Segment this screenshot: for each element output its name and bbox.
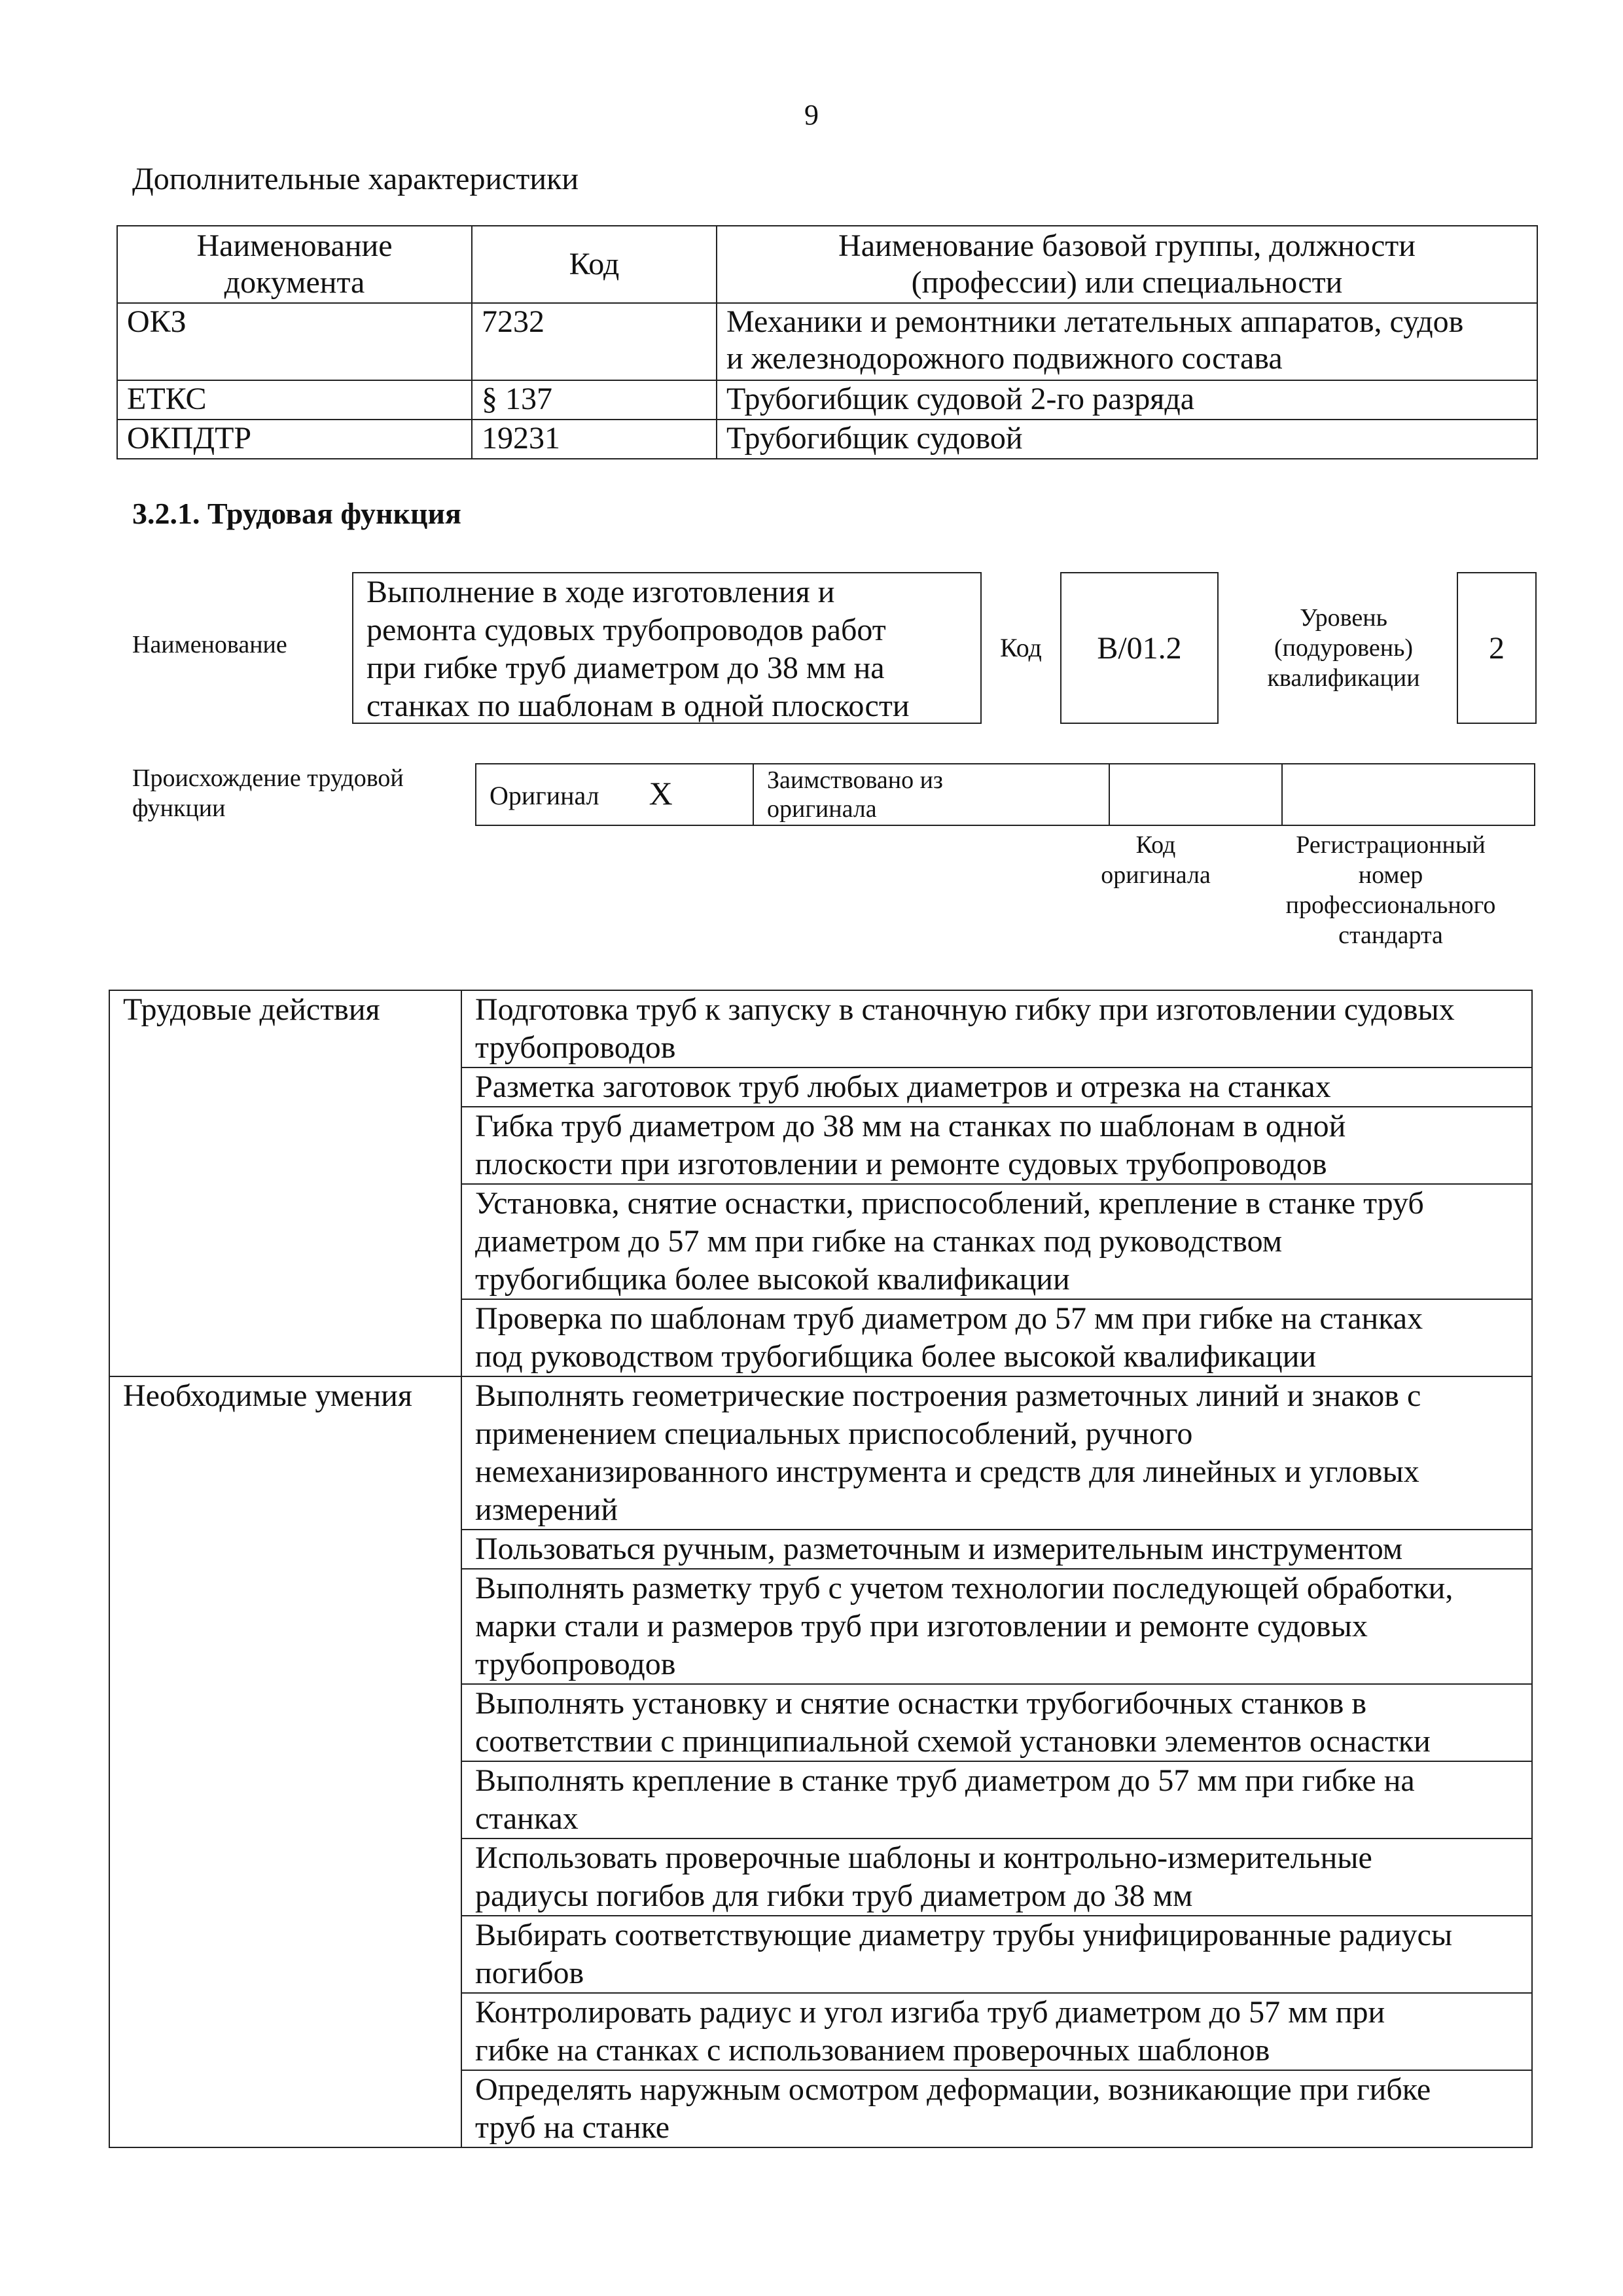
cell-name: Трубогибщик судовой 2-го разряда xyxy=(717,380,1537,420)
additional-characteristics-table xyxy=(116,225,1538,459)
cell-doc: ОКПДТР xyxy=(117,420,472,459)
page-number: 9 xyxy=(804,99,819,131)
cell-name: Механики и ремонтники летательных аппаратов, судов и железнодорожного подвижного состава xyxy=(717,303,1537,380)
labor-action-item: Проверка по шаблонам труб диаметром до 57 мм при гибке на станках под руководством трубогибщика более высокой квалификации xyxy=(461,1299,1532,1376)
original-label: Оригинал xyxy=(490,781,599,810)
borrowed-cell: Заимствовано из оригинала xyxy=(753,764,1109,825)
cell-name: Трубогибщик судовой xyxy=(717,420,1537,459)
header-document: Наименование документа xyxy=(117,226,472,303)
labor-actions-label: Трудовые действия xyxy=(109,990,461,1376)
code-label: Код xyxy=(1000,633,1042,662)
cell-doc: ОКЗ xyxy=(117,303,472,380)
skill-item: Выполнять крепление в станке труб диаметром до 57 мм при гибке на станках xyxy=(461,1761,1532,1839)
labor-action-item: Разметка заготовок труб любых диаметров и отрезка на станках xyxy=(461,1067,1532,1107)
origin-table xyxy=(475,763,1535,826)
skill-item: Выполнять установку и снятие оснастки трубогибочных станков в соответствии с принципиальной схемой установки элементов оснастки xyxy=(461,1684,1532,1761)
skills-label: Необходимые умения xyxy=(109,1376,461,2147)
qualification-level-label: Уровень (подуровень) квалификации xyxy=(1267,604,1420,692)
cell-doc: ЕТКС xyxy=(117,380,472,420)
table-row xyxy=(109,990,1532,1067)
function-name-box: Выполнение в ходе изготовления и ремонта судовых трубопроводов работ при гибке труб диаметром до 38 мм на станках по шаблонам в одной плоскости xyxy=(352,572,982,724)
skill-item: Выполнять геометрические построения разметочных линий и знаков с применением специальных приспособлений, ручного немеханизированного инструмента и средств для линейных и угловых измерений xyxy=(461,1376,1532,1530)
cell-code: 19231 xyxy=(472,420,717,459)
original-mark: X xyxy=(649,775,673,812)
labor-function-table xyxy=(109,990,1533,2148)
labor-action-item: Гибка труб диаметром до 38 мм на станках по шаблонам в одной плоскости при изготовлении и ремонте судовых трубопроводов xyxy=(461,1107,1532,1184)
original-code-cell xyxy=(1109,764,1282,825)
table-row xyxy=(117,303,1537,380)
table-row xyxy=(117,420,1537,459)
original-cell xyxy=(476,764,753,825)
skill-item: Определять наружным осмотром деформации, возникающие при гибке труб на станке xyxy=(461,2070,1532,2147)
qualification-level-box: 2 xyxy=(1457,572,1537,724)
labor-action-item: Установка, снятие оснастки, приспособлений, крепление в станке труб диаметром до 57 мм при гибке на станках под руководством трубогибщика более высокой квалификации xyxy=(461,1184,1532,1299)
function-code-box: B/01.2 xyxy=(1060,572,1219,724)
header-code: Код xyxy=(472,226,717,303)
section-title: 3.2.1. Трудовая функция xyxy=(132,497,461,530)
registration-number-cell xyxy=(1282,764,1535,825)
header-group-name: Наименование базовой группы, должности (профессии) или специальности xyxy=(717,226,1537,303)
skill-item: Выбирать соответствующие диаметру трубы унифицированные радиусы погибов xyxy=(461,1916,1532,1993)
function-name-label: Наименование xyxy=(132,631,287,658)
table-row xyxy=(109,1376,1532,1530)
table-row xyxy=(117,380,1537,420)
skill-item: Использовать проверочные шаблоны и контрольно-измерительные радиусы погибов для гибки труб диаметром до 38 мм xyxy=(461,1839,1532,1916)
cell-code: § 137 xyxy=(472,380,717,420)
cell-code: 7232 xyxy=(472,303,717,380)
skill-item: Пользоваться ручным, разметочным и измерительным инструментом xyxy=(461,1530,1532,1569)
original-code-caption: Код оригинала xyxy=(1101,831,1211,889)
labor-action-item: Подготовка труб к запуску в станочную гибку при изготовлении судовых трубопроводов xyxy=(461,990,1532,1067)
origin-label: Происхождение трудовой функции xyxy=(132,764,404,822)
additional-characteristics-title: Дополнительные характеристики xyxy=(132,162,579,196)
skill-item: Выполнять разметку труб с учетом технологии последующей обработки, марки стали и размеров труб при изготовлении и ремонте судовых трубопроводов xyxy=(461,1569,1532,1684)
registration-number-caption: Регистрационный номер профессионального стандарта xyxy=(1285,831,1496,949)
skill-item: Контролировать радиус и угол изгиба труб диаметром до 57 мм при гибке на станках с использованием проверочных шаблонов xyxy=(461,1993,1532,2070)
